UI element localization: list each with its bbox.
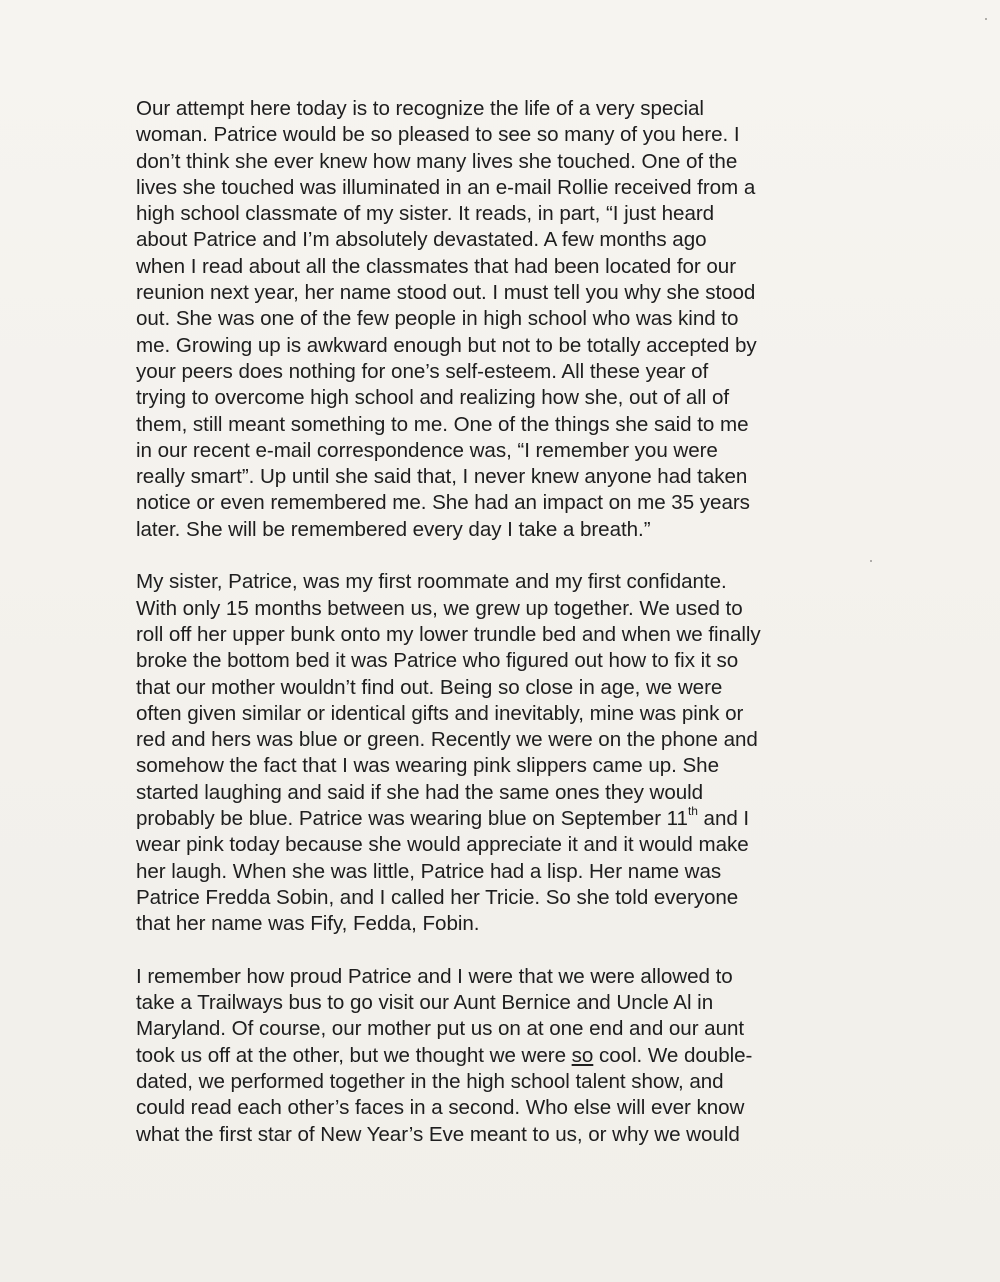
text-line: her laugh. When she was little, Patrice had a lisp. Her name was (136, 859, 722, 883)
text-line: them, still meant something to me. One of the things she said to me (136, 412, 749, 436)
text-line: Maryland. Of course, our mother put us on at one end and our aunt (136, 1017, 745, 1041)
text-line: that her name was Fify, Fedda, Fobin. (136, 912, 480, 936)
text-line: don’t think she ever knew how many lives she touched. One of the (136, 149, 738, 173)
text-line: lives she touched was illuminated in an e-mail Rollie received from a (136, 175, 756, 199)
text-line-main: probably be blue. Patrice was wearing blue on September 11 (136, 807, 688, 831)
text-line: notice or even remembered me. She had an impact on me 35 years (136, 491, 750, 515)
text-line: often given similar or identical gifts and inevitably, mine was pink or (136, 701, 744, 725)
text-line-tail: cool. We double- (593, 1043, 753, 1067)
text-line: out. She was one of the few people in high school who was kind to (136, 307, 739, 331)
text-line: roll off her upper bunk onto my lower trundle bed and when we finally (136, 622, 761, 646)
text-line (136, 806, 876, 832)
ordinal-superscript: th (687, 804, 698, 819)
text-line: high school classmate of my sister. It reads, in part, “I just heard (136, 202, 715, 226)
document-body (136, 96, 876, 1174)
underlined-word: so (571, 1043, 594, 1067)
text-line: what the first star of New Year’s Eve meant to us, or why we would (136, 1122, 740, 1146)
text-line: My sister, Patrice, was my first roommate and my first confidante. (136, 570, 727, 594)
scan-speck (985, 18, 987, 20)
text-line-main: took us off at the other, but we thought we were (136, 1043, 572, 1067)
text-line: reunion next year, her name stood out. I must tell you why she stood (136, 281, 756, 305)
text-line: started laughing and said if she had the same ones they would (136, 780, 704, 804)
text-line: your peers does nothing for one’s self-esteem. All these year of (136, 359, 709, 383)
text-line: me. Growing up is awkward enough but not to be totally accepted by (136, 333, 757, 357)
text-line: later. She will be remembered every day I take a breath.” (136, 517, 651, 541)
text-line-tail: and I (697, 807, 750, 831)
text-line: red and hers was blue or green. Recently we were on the phone and (136, 728, 758, 752)
text-line: that our mother wouldn’t find out. Being so close in age, we were (136, 675, 723, 699)
text-line (136, 1043, 876, 1069)
text-line: With only 15 months between us, we grew up together. We used to (136, 596, 743, 620)
paragraph-3 (136, 964, 876, 1148)
text-line: wear pink today because she would appreciate it and it would make (136, 833, 749, 857)
text-line: Patrice Fredda Sobin, and I called her Tricie. So she told everyone (136, 885, 739, 909)
text-line: really smart”. Up until she said that, I never knew anyone had taken (136, 465, 748, 489)
text-line: Our attempt here today is to recognize the life of a very special (136, 97, 704, 120)
text-line: could read each other’s faces in a second. Who else will ever know (136, 1096, 745, 1120)
paragraph-1 (136, 96, 876, 543)
text-line: broke the bottom bed it was Patrice who figured out how to fix it so (136, 649, 739, 673)
text-line: about Patrice and I’m absolutely devastated. A few months ago (136, 228, 707, 252)
text-line: I remember how proud Patrice and I were that we were allowed to (136, 964, 733, 988)
text-line: woman. Patrice would be so pleased to see so many of you here. I (136, 123, 740, 147)
text-line: in our recent e-mail correspondence was, “I remember you were (136, 438, 718, 462)
text-line: dated, we performed together in the high school talent show, and (136, 1069, 724, 1093)
text-line: somehow the fact that I was wearing pink slippers came up. She (136, 754, 719, 778)
paragraph-2 (136, 569, 876, 937)
text-line: take a Trailways bus to go visit our Aunt Bernice and Uncle Al in (136, 991, 714, 1015)
text-line: when I read about all the classmates that had been located for our (136, 254, 737, 278)
text-line: trying to overcome high school and realizing how she, out of all of (136, 386, 730, 410)
